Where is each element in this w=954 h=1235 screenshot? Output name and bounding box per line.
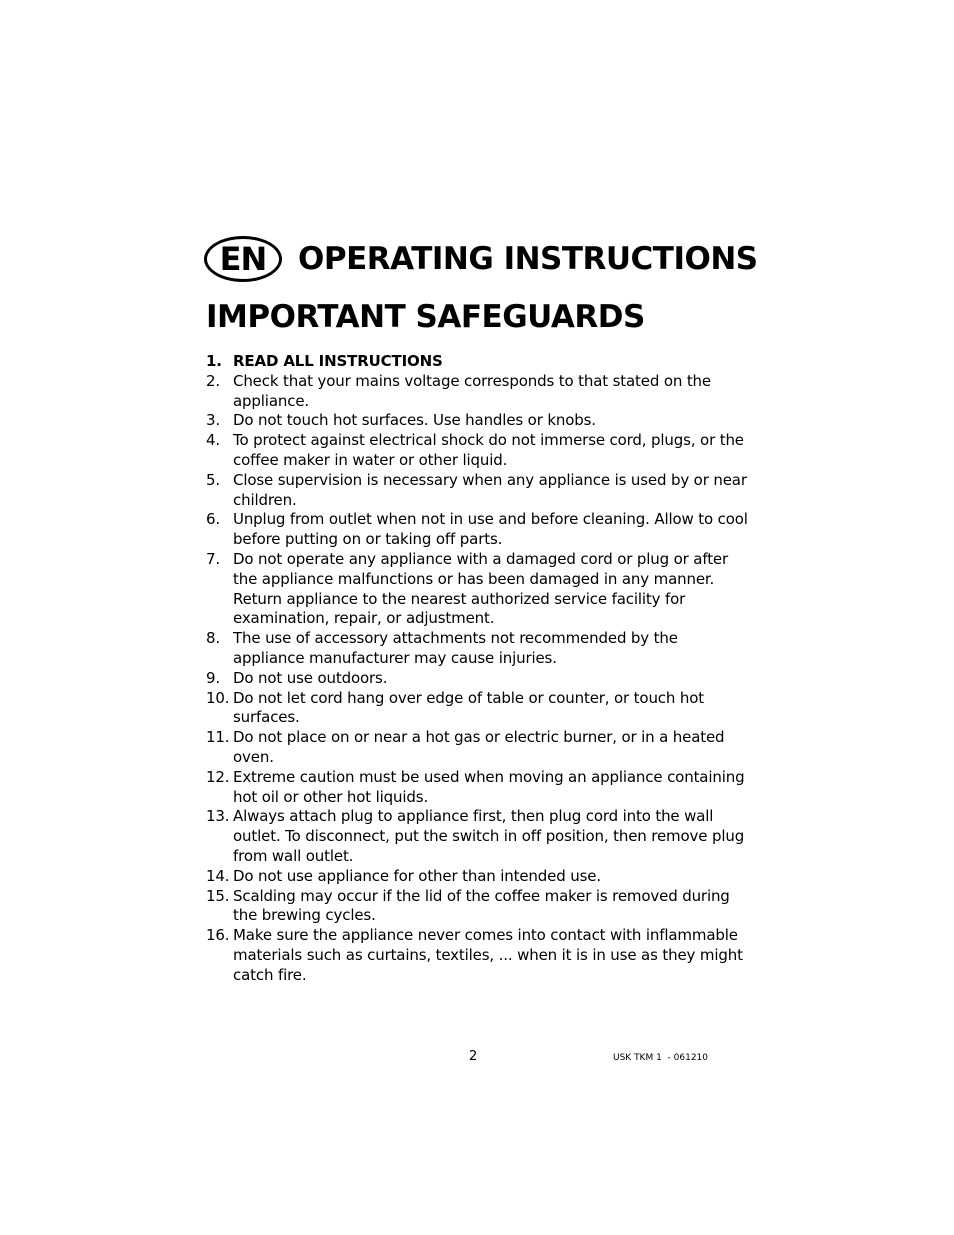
list-item-text: Do not use appliance for other than intended use. (233, 866, 601, 885)
list-item-text: Check that your mains voltage corresponds to that stated on the appliance. (233, 371, 711, 410)
list-item-number: 10. (206, 688, 230, 707)
list-item-number: 5. (206, 470, 221, 489)
list-item-number: 3. (206, 411, 221, 430)
list-item (206, 510, 751, 550)
list-item-number: 15. (206, 886, 230, 905)
list-item-text: Close supervision is necessary when any appliance is used by or near children. (233, 470, 747, 509)
list-item (206, 411, 751, 431)
list-item-text: Always attach plug to appliance first, then plug cord into the wall outlet. To disconnect, put the switch in off position, then remove plug from wall outlet. (233, 807, 745, 865)
page-header (204, 236, 804, 286)
list-item (206, 807, 751, 866)
list-item-text: Do not touch hot surfaces. Use handles or knobs. (233, 411, 596, 430)
list-item-text: Make sure the appliance never comes into contact with inflammable materials such as curtains, textiles, ... when it is in use as they might catch fire. (233, 926, 743, 984)
list-item-number: 11. (206, 728, 230, 747)
list-item-number: 12. (206, 767, 230, 786)
list-item-number: 13. (206, 807, 230, 826)
list-item (206, 926, 751, 985)
list-item-text: The use of accessory attachments not recommended by the appliance manufacturer may cause injuries. (233, 629, 678, 667)
list-item (206, 629, 751, 669)
list-item-text: Do not use outdoors. (233, 668, 388, 687)
language-badge: EN (204, 236, 282, 282)
list-item-text: Do not place on or near a hot gas or electric burner, or in a heated oven. (233, 728, 725, 766)
page-title: OPERATING INSTRUCTIONS (298, 241, 758, 277)
list-item (206, 768, 751, 808)
list-item (206, 550, 751, 629)
list-item-text: Scalding may occur if the lid of the coffee maker is removed during the brewing cycles. (233, 886, 730, 925)
page-number: 2 (469, 1049, 478, 1064)
list-item (206, 867, 751, 887)
list-item-text: Extreme caution must be used when moving an appliance containing hot oil or other hot liquids. (233, 767, 745, 806)
safeguards-list (206, 352, 751, 986)
list-item-number: 9. (206, 668, 221, 687)
section-title: IMPORTANT SAFEGUARDS (206, 299, 645, 335)
list-item (206, 689, 751, 729)
list-item-number: 1. (206, 352, 222, 370)
list-item-number: 4. (206, 431, 221, 450)
list-item (206, 669, 751, 689)
list-item-number: 16. (206, 926, 230, 945)
list-item-number: 7. (206, 549, 221, 568)
list-item-text: Unplug from outlet when not in use and before cleaning. Allow to cool before putting on or taking off parts. (233, 510, 748, 549)
document-code: USK TKM 1 - 061210 (613, 1053, 709, 1063)
list-item (206, 372, 751, 412)
list-item-text: Do not let cord hang over edge of table or counter, or touch hot surfaces. (233, 688, 704, 727)
list-item-number: 2. (206, 371, 221, 390)
list-item (206, 728, 751, 768)
list-item (206, 352, 751, 372)
list-item-number: 6. (206, 510, 221, 529)
list-item-number: 8. (206, 629, 221, 648)
list-item-number: 14. (206, 866, 230, 885)
list-item-text: Do not operate any appliance with a damaged cord or plug or after the appliance malfunctions or has been damaged in any manner. Return appliance to the nearest authorized service facility for examination, repair, or adjustment. (233, 549, 729, 628)
list-item (206, 471, 751, 511)
list-item-text: To protect against electrical shock do not immerse cord, plugs, or the coffee maker in water or other liquid. (233, 431, 744, 469)
list-item-text: READ ALL INSTRUCTIONS (233, 352, 443, 370)
list-item (206, 887, 751, 927)
list-item (206, 431, 751, 471)
